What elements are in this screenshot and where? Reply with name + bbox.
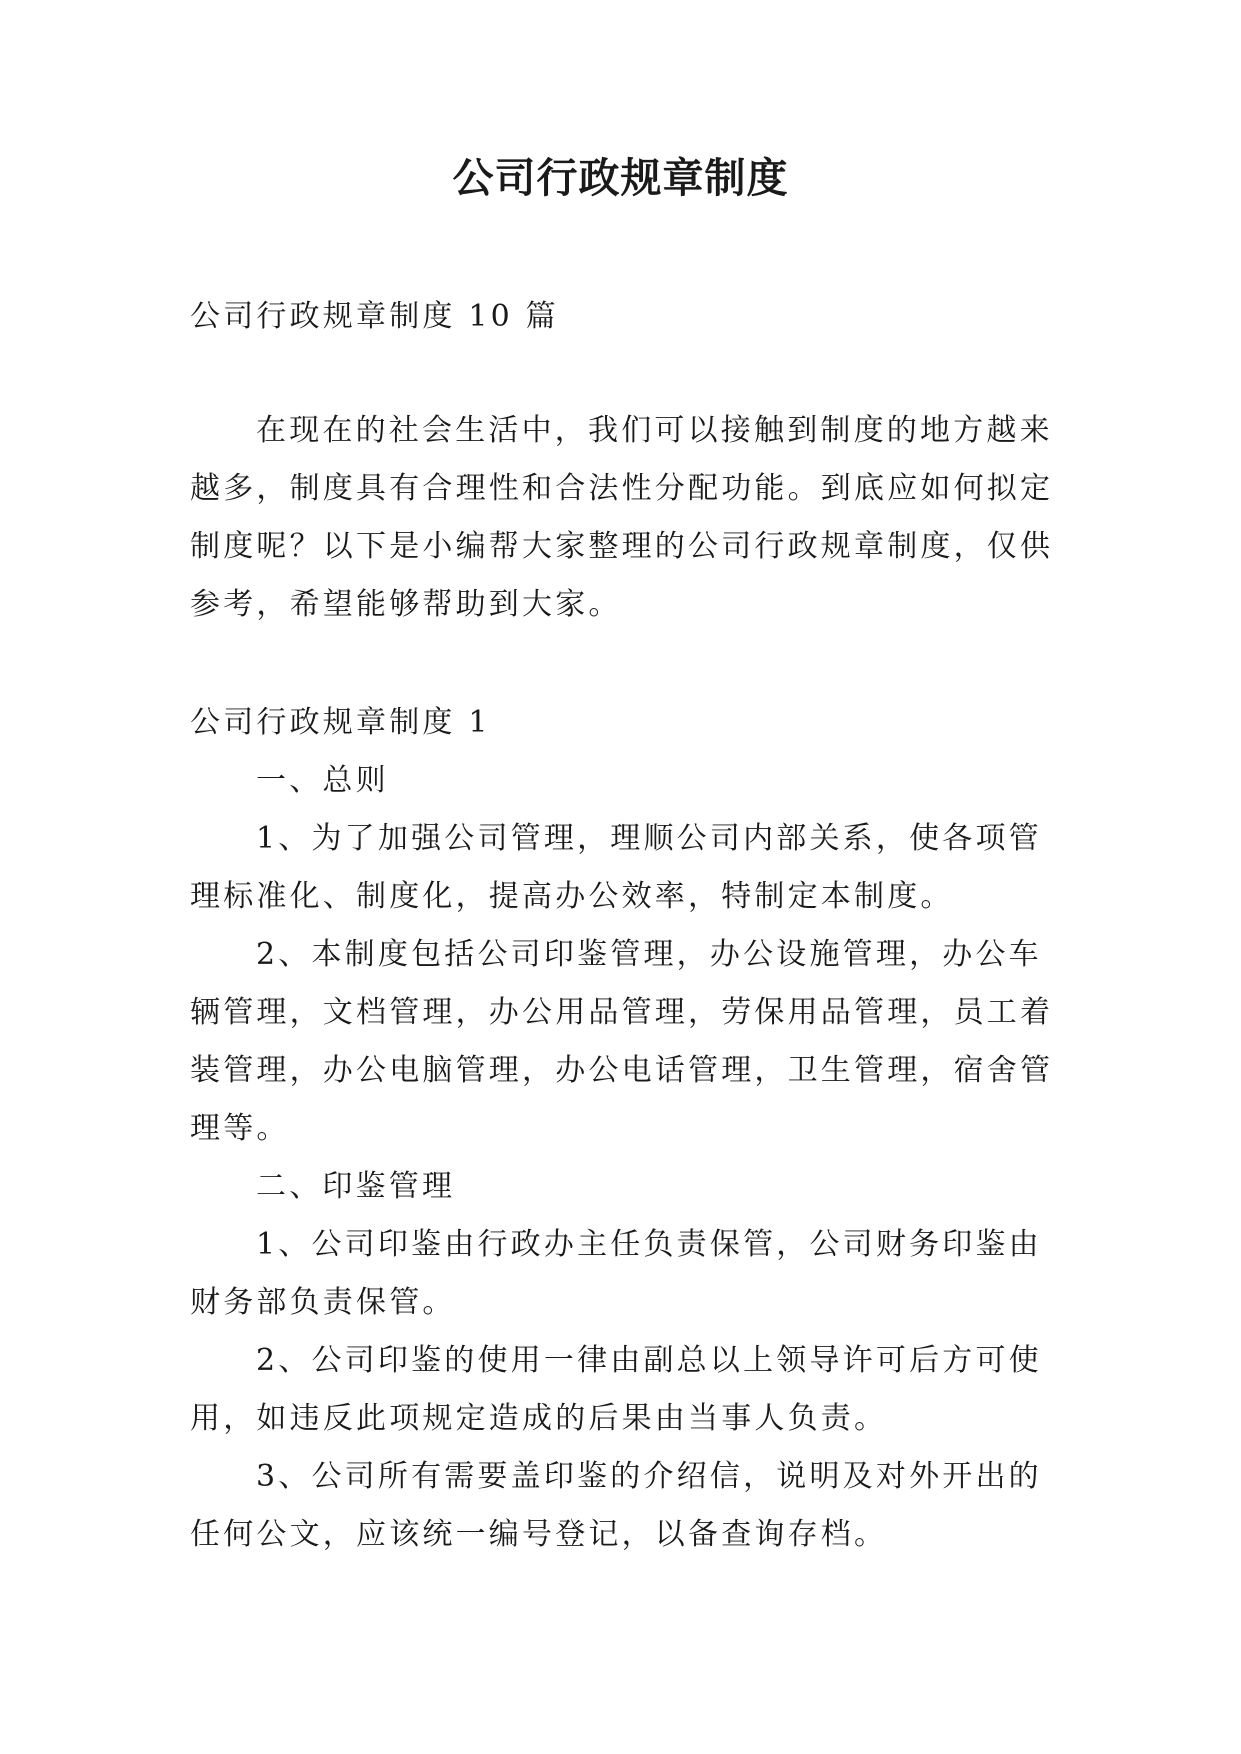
document-subtitle	[190, 288, 1056, 346]
subtitle-text: 公司行政规章制度 10 篇	[190, 299, 559, 334]
intro-line: 在现在的社会生活中，我们可以接触到制度的地方越来	[256, 413, 1053, 448]
seal-item-3-line: 3、公司所有需要盖印鉴的介绍信，说明及对外开出的	[256, 1459, 1042, 1494]
part-heading-general: 一、总则	[256, 763, 389, 798]
intro-line: 制度呢？以下是小编帮大家整理的公司行政规章制度，仅供	[190, 529, 1054, 564]
seal-item-2-line: 2、公司印鉴的使用一律由副总以上领导许可后方可使	[256, 1343, 1042, 1378]
seal-item-3-line: 任何公文，应该统一编号登记，以备查询存档。	[190, 1517, 888, 1552]
general-item-1-line: 1、为了加强公司管理，理顺公司内部关系，使各项管	[256, 821, 1042, 856]
general-item-2-line: 辆管理，文档管理，办公用品管理，劳保用品管理，员工着	[190, 995, 1054, 1030]
general-item-1-line: 理标准化、制度化，提高办公效率，特制定本制度。	[190, 879, 954, 914]
page-title: 公司行政规章制度	[452, 154, 789, 202]
seal-item-2-line: 用，如违反此项规定造成的后果由当事人负责。	[190, 1401, 888, 1436]
intro-line: 参考，希望能够帮助到大家。	[190, 587, 622, 622]
part-heading-seal: 二、印鉴管理	[256, 1169, 456, 1204]
section-1	[190, 694, 1056, 1564]
intro-paragraph	[190, 402, 1056, 634]
seal-item-1-line: 财务部负责保管。	[190, 1285, 456, 1320]
general-item-2-line: 装管理，办公电脑管理，办公电话管理，卫生管理，宿舍管	[190, 1053, 1054, 1088]
general-item-2-line: 理等。	[190, 1111, 290, 1146]
intro-line: 越多，制度具有合理性和合法性分配功能。到底应如何拟定	[190, 471, 1054, 506]
section-heading: 公司行政规章制度 1	[190, 705, 491, 740]
seal-item-1-line: 1、公司印鉴由行政办主任负责保管，公司财务印鉴由	[256, 1227, 1042, 1262]
general-item-2-line: 2、本制度包括公司印鉴管理，办公设施管理，办公车	[256, 937, 1042, 972]
